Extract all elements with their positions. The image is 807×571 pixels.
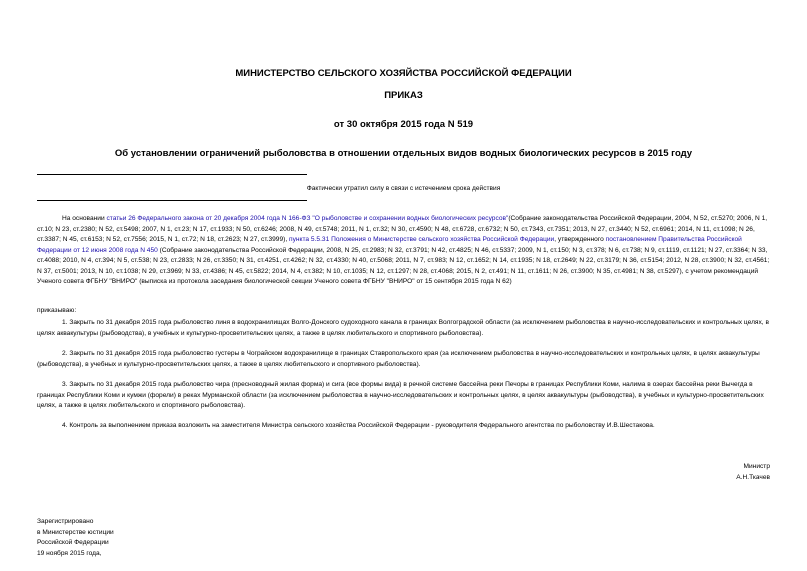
order-item-1: 1. Закрыть по 31 декабря 2015 года рыболовство линя в водохранилищах Волго-Донского судоходного канала в границах Волгоградской области (за исключением рыболовства в научно-исследовательских и контрольных целях, в целях аквакультуры (рыбоводства), в учебных и культурно-просветительских целях, а также в целях любительского и спортивного рыболовства).: [37, 319, 769, 337]
status-note: Фактически утратил силу в связи с истечением срока действия: [306, 185, 501, 192]
date-number-heading: от 30 октября 2015 года N 519: [333, 119, 474, 130]
law-article-link[interactable]: статьи 26 Федерального закона от 20 декабря 2004 года N 166-ФЗ "О рыболовстве и сохранении водных биологических ресурсов": [106, 215, 509, 222]
preamble-intro: На основании: [62, 215, 107, 222]
divider-top: [37, 174, 307, 175]
government-decree-link[interactable]: постановлением Правительства Российской Федерации от 12 июня 2008 года N 450: [37, 236, 742, 254]
preamble-text-1: (Собрание законодательства Российской Федерации, 2004, N 52, ст.5270; 2006, N 1, ст.10; N 23, ст.2380; N 52, ст.5498; 2007, N 1, ст.23; N 17, ст.1933; N 50, ст.6246; 2008, N 49, ст.5748; 2011, N 1, ст.32; N 30, ст.4590; N 48, ст.6728, ст.6732; N 50, ст.7343, ст.7351; 2013, N 27, ст.3440; N 52, ст.6961; 2014, N 11, ст.1098; N 26, ст.3387; N 45, ст.6153; N 52, ст.7556; 2015, N 1, ст.72; N 18, ст.2623; N 27, ст.3999),: [37, 215, 768, 243]
registration-block: [37, 517, 337, 559]
divider-bottom: [37, 200, 307, 201]
preamble-text-3: (Собрание законодательства Российской Федерации, 2008, N 25, ст.2983; N 32, ст.3791; N 42, ст.4825; N 46, ст.5337; 2009, N 1, ст.150; N 3, ст.378; N 6, ст.738; N 9, ст.1119, ст.1121; N 27, ст.3364; N 33, ст.4088; 2010, N 4, ст.394; N 5, ст.538; N 23, ст.2833; N 26, ст.3350; N 31, ст.4251, ст.4262; N 32, ст.4330; N 40, ст.5068; 2011, N 7, ст.983; N 12, ст.1652; N 14, ст.1935; N 18, ст.2649; N 22, ст.3179; N 36, ст.5154; 2012, N 28, ст.3900; N 32, ст.4561; N 37, ст.5001; 2013, N 10, ст.1038; N 29, ст.3969; N 33, ст.4386; N 45, ст.5822; 2014, N 4, ст.382; N 10, ст.1035; N 12, ст.1297; N 28, ст.4068; 2015, N 2, ст.491; N 11, ст.1611; N 26, ст.3900; N 35, ст.4981; N 38, ст.5297), с учетом рекомендаций Ученого совета ФГБНУ "ВНИРО" (выписка из протокола заседания биологической секции Ученого совета ФГБНУ "ВНИРО" от 15 сентября 2015 года N 62): [37, 246, 770, 285]
registration-line: 19 ноября 2015 года,: [37, 549, 102, 557]
registration-line: в Министерстве юстиции: [37, 528, 114, 536]
signature-name: А.Н.Ткачев: [736, 474, 770, 481]
order-item-3: 3. Закрыть по 31 декабря 2015 года рыболовство чира (пресноводный жилая форма) и сига (все формы вида) в речной системе бассейна реки Печоры в границах Республики Коми, налима в озерах бассейна реки Вычегда в границах Республики Коми и кумжи (форели) в реках Мурманской области (за исключением рыболовства в научно-исследовательских и контрольных целях, в целях аквакультуры (рыбоводства), в учебных и культурно-просветительских целях, а также в целях любительского и спортивного рыболовства).: [37, 381, 764, 409]
preamble-paragraph: [37, 214, 770, 288]
signature-position: Министр: [743, 463, 770, 470]
order-word: приказываю:: [37, 307, 77, 314]
registration-line: Российской Федерации: [37, 539, 109, 546]
registration-line: Зарегистрировано: [37, 518, 94, 525]
ministry-heading: МИНИСТЕРСТВО СЕЛЬСКОГО ХОЗЯЙСТВА РОССИЙСКОЙ ФЕДЕРАЦИИ: [235, 68, 572, 79]
regulation-point-link[interactable]: пункта 5.5.31 Положения о Министерстве сельского хозяйства Российской Федерации: [289, 236, 555, 243]
order-item-2: 2. Закрыть по 31 декабря 2015 года рыболовство густеры в Чограйском водохранилище в границах Ставропольского края (за исключением рыболовства в научно-исследовательских и контрольных целях, в целях аквакультуры (рыбоводства), в учебных и культурно-просветительских целях, а также в целях любительского и спортивного рыболовства).: [37, 350, 760, 368]
doc-type-heading: ПРИКАЗ: [384, 90, 423, 101]
preamble-text-2: , утвержденного: [554, 236, 606, 243]
order-item-4: 4. Контроль за выполнением приказа возложить на заместителя Министра сельского хозяйства Российской Федерации - руководителя Федерального агентства по рыболовству И.В.Шестакова.: [62, 422, 655, 429]
document-title: Об установлении ограничений рыболовства в отношении отдельных видов водных биологических ресурсов в 2015 году: [114, 148, 693, 159]
